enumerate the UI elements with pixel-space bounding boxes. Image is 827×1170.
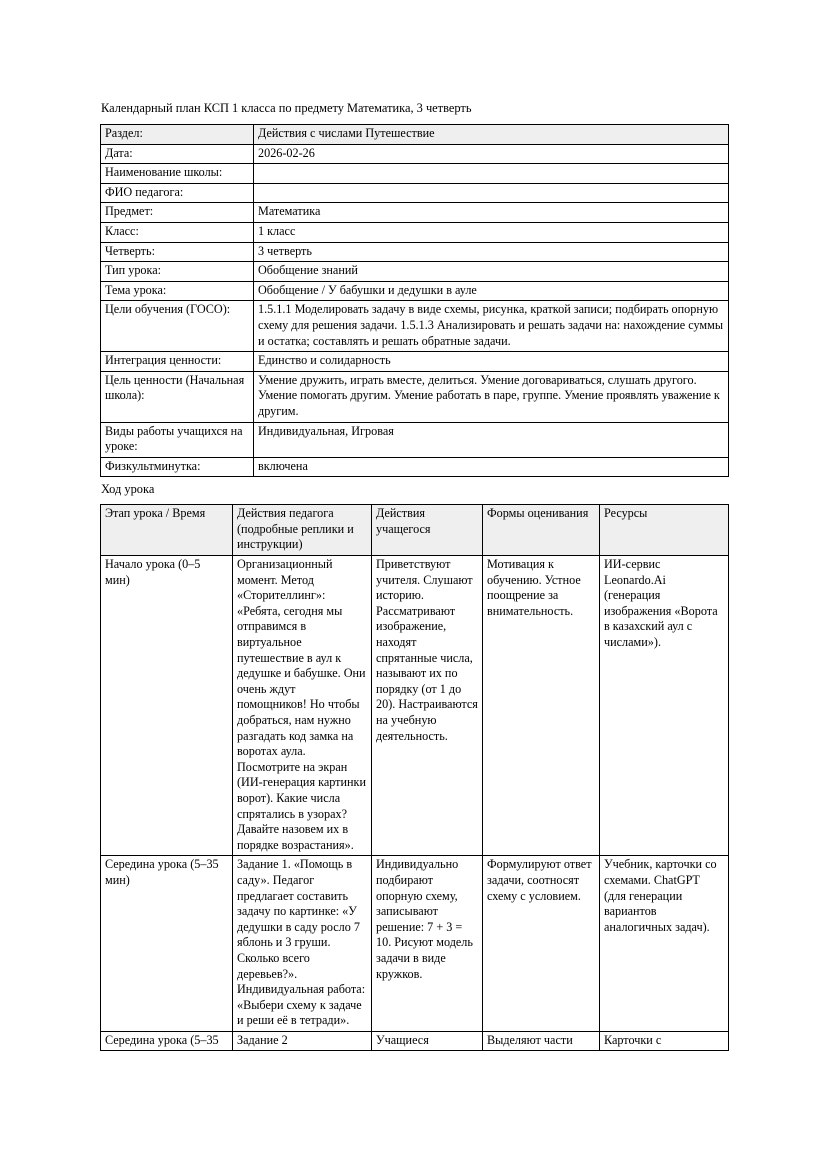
table-row [101, 203, 729, 223]
table-row [101, 352, 729, 372]
column-header-stage: Этап урока / Время [101, 505, 233, 556]
info-label: Тема урока: [101, 281, 254, 301]
column-header-resources: Ресурсы [600, 505, 729, 556]
table-row [101, 281, 729, 301]
table-header-row [101, 505, 729, 556]
lesson-info-body [101, 125, 729, 477]
info-label: Раздел: [101, 125, 254, 145]
info-label: ФИО педагога: [101, 183, 254, 203]
assessment-cell: Выделяют части [483, 1031, 600, 1051]
info-value: 2026-02-26 [254, 144, 729, 164]
resources-cell: Карточки с [600, 1031, 729, 1051]
table-row [101, 1031, 729, 1051]
teacher-actions-cell: Задание 1. «Помощь в саду». Педагог предлагает составить задачу по картинке: «У дедушки в саду росло 7 яблонь и 3 груши. Сколько всего деревьев?». Индивидуальная работа: «Выбери схему к задаче и реши её в тетради». [233, 856, 372, 1032]
info-value: включена [254, 457, 729, 477]
student-actions-cell: Индивидуально подбирают опорную схему, записывают решение: 7 + 3 = 10. Рисуют модель задачи в виде кружков. [372, 856, 483, 1032]
page-title: Календарный план КСП 1 класса по предмету Математика, 3 четверть [101, 101, 472, 115]
info-label: Наименование школы: [101, 164, 254, 184]
info-value: Обобщение знаний [254, 262, 729, 282]
info-value: 3 четверть [254, 242, 729, 262]
info-label: Класс: [101, 222, 254, 242]
info-label: Дата: [101, 144, 254, 164]
teacher-actions-cell: Задание 2 [233, 1031, 372, 1051]
lesson-flow-heading: Ход урока [101, 482, 155, 497]
info-label: Цель ценности (Начальная школа): [101, 371, 254, 422]
info-value: Умение дружить, играть вместе, делиться. Умение договариваться, слушать другого. Умение помогать другим. Умение работать в паре, группе. Умение проявлять уважение к другим. [254, 371, 729, 422]
info-label: Тип урока: [101, 262, 254, 282]
info-value: Математика [254, 203, 729, 223]
info-label: Физкультминутка: [101, 457, 254, 477]
table-row [101, 222, 729, 242]
stage-cell: Середина урока (5–35 мин) [101, 856, 233, 1032]
resources-cell: ИИ-сервис Leonardo.Ai (генерация изображения «Ворота в казахский аул с числами»). [600, 556, 729, 856]
table-row [101, 144, 729, 164]
column-header-teacher-actions: Действия педагога (подробные реплики и инструкции) [233, 505, 372, 556]
info-value [254, 164, 729, 184]
assessment-cell: Формулируют ответ задачи, соотносят схему с условием. [483, 856, 600, 1032]
info-value [254, 183, 729, 203]
lesson-flow-head [101, 505, 729, 556]
table-row [101, 556, 729, 856]
column-header-assessment: Формы оценивания [483, 505, 600, 556]
student-actions-cell: Приветствуют учителя. Слушают историю. Рассматривают изображение, находят спрятанные числа, называют их по порядку (от 1 до 20). Настраиваются на учебную деятельность. [372, 556, 483, 856]
info-label: Четверть: [101, 242, 254, 262]
table-row [101, 301, 729, 352]
info-value: Индивидуальная, Игровая [254, 422, 729, 457]
info-value: Единство и солидарность [254, 352, 729, 372]
info-value: 1 класс [254, 222, 729, 242]
table-row [101, 457, 729, 477]
table-row [101, 856, 729, 1032]
info-value: 1.5.1.1 Моделировать задачу в виде схемы, рисунка, краткой записи; подбирать опорную схему для решения задачи. 1.5.1.3 Анализировать и решать задачи на: нахождение суммы и остатка; составлять и решать обратные задачи. [254, 301, 729, 352]
info-label: Цели обучения (ГОСО): [101, 301, 254, 352]
lesson-info-table [100, 124, 729, 477]
assessment-cell: Мотивация к обучению. Устное поощрение за внимательность. [483, 556, 600, 856]
stage-cell: Середина урока (5–35 [101, 1031, 233, 1051]
info-label: Виды работы учащихся на уроке: [101, 422, 254, 457]
info-value: Действия с числами Путешествие [254, 125, 729, 145]
column-header-student-actions: Действия учащегося [372, 505, 483, 556]
info-value: Обобщение / У бабушки и дедушки в ауле [254, 281, 729, 301]
info-label: Интеграция ценности: [101, 352, 254, 372]
table-row [101, 262, 729, 282]
teacher-actions-cell: Организационный момент. Метод «Сторителлинг»: «Ребята, сегодня мы отправимся в виртуальное путешествие в аул к дедушке и бабушке. Они очень ждут помощников! Но чтобы добраться, нам нужно разгадать код замка на воротах аула. Посмотрите на экран (ИИ-генерация картинки ворот). Какие числа спрятались в узорах? Давайте назовем их в порядке возрастания». [233, 556, 372, 856]
table-row [101, 164, 729, 184]
lesson-flow-body [101, 556, 729, 1051]
table-row [101, 422, 729, 457]
info-label: Предмет: [101, 203, 254, 223]
table-row [101, 242, 729, 262]
table-row [101, 371, 729, 422]
lesson-flow-table [100, 504, 729, 1051]
table-row [101, 183, 729, 203]
table-row [101, 125, 729, 145]
resources-cell: Учебник, карточки со схемами. ChatGPT (для генерации вариантов аналогичных задач). [600, 856, 729, 1032]
student-actions-cell: Учащиеся [372, 1031, 483, 1051]
stage-cell: Начало урока (0–5 мин) [101, 556, 233, 856]
